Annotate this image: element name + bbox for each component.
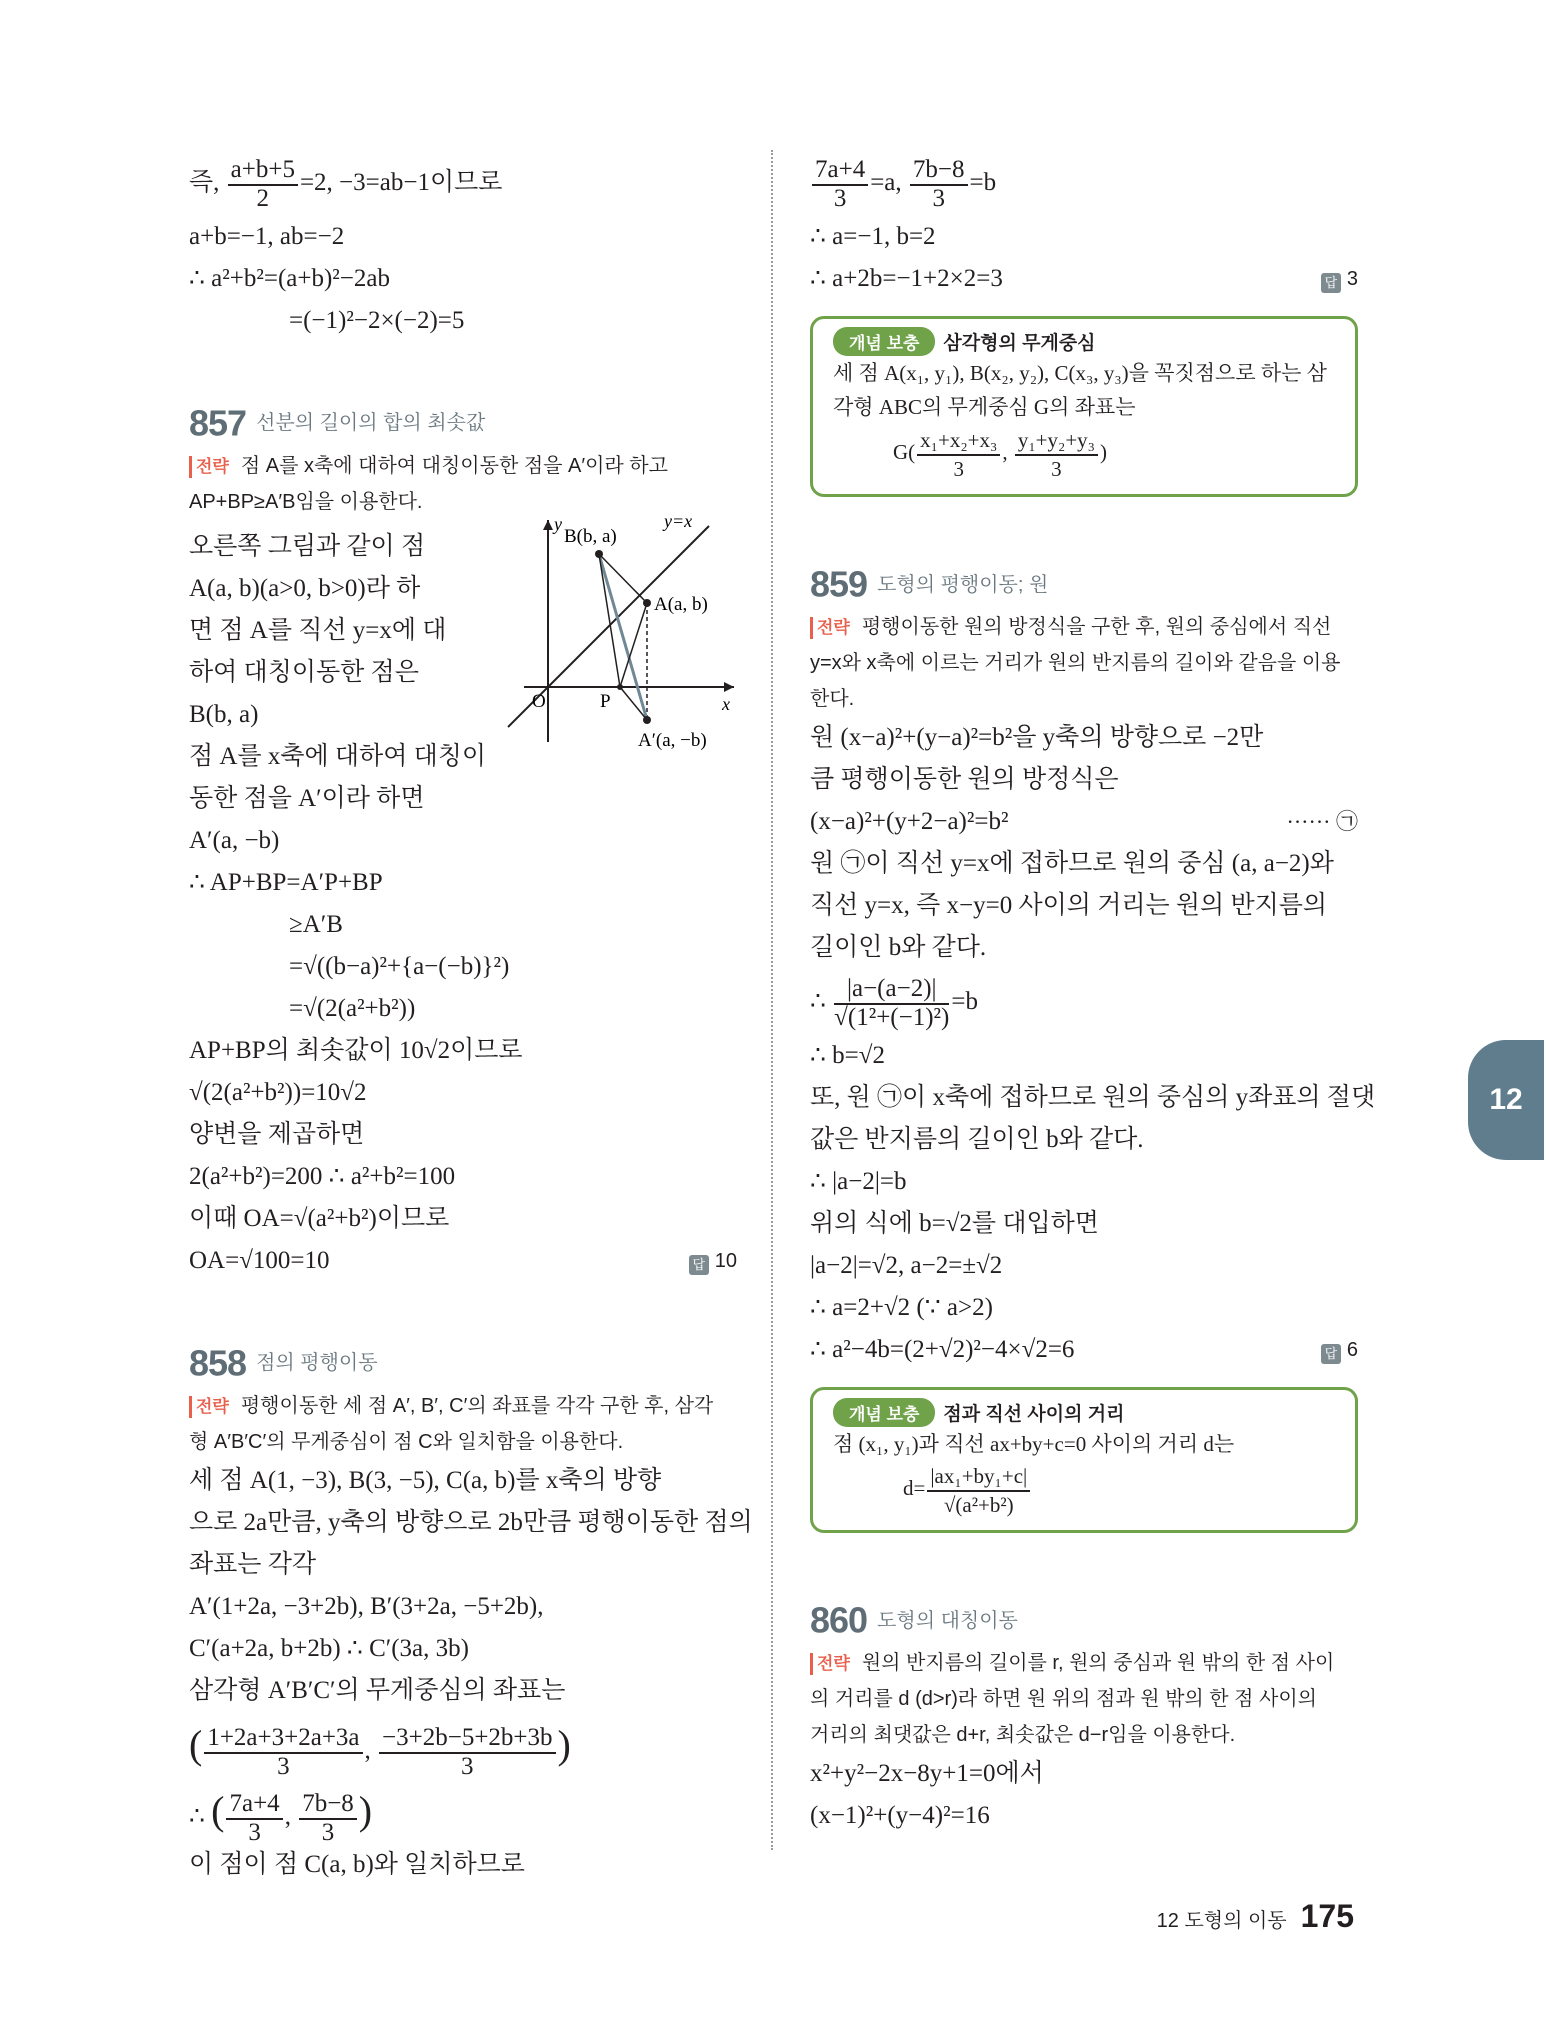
text-line: OA=√100=10 답 10 <box>189 1240 737 1282</box>
text-line: 원 ㉠이 직선 y=x에 접하므로 원의 중심 (a, a−2)와 <box>810 850 1334 878</box>
x-label: x <box>722 694 730 714</box>
reflection-figure <box>504 512 744 752</box>
text-line: =√(2(a²+b²)) <box>289 995 416 1022</box>
point-P <box>617 684 623 690</box>
text-line: 삼각형 A′B′C′의 무게중심의 좌표는 <box>189 1677 566 1704</box>
text-line: A′(1+2a, −3+2b), B′(3+2a, −5+2b), <box>189 1593 544 1620</box>
page-number: 175 <box>1300 1898 1354 1934</box>
concept-label: 개념 보충 <box>833 327 935 356</box>
strategy-line: 형 A′B′C′의 무게중심이 점 C와 일치함을 이용한다. <box>189 1431 624 1453</box>
problem-title: 도형의 평행이동; 원 <box>877 573 1049 596</box>
y-label: y <box>554 514 562 534</box>
concept-title: 점과 직선 사이의 거리 <box>943 1404 1125 1426</box>
text-line: √(2(a²+b²))=10√2 <box>189 1079 367 1106</box>
strategy-tag: 전략 <box>189 1396 235 1418</box>
problem-number: 858 <box>189 1342 247 1384</box>
text-line: =√((b−a)²+{a−(−b)}²) <box>289 953 510 980</box>
problem-858-header <box>189 1338 737 1388</box>
column-divider <box>771 150 773 1850</box>
answer-icon: 답 <box>689 1255 709 1275</box>
intro-fraction: $\frac{a+b+5}{2}$ <box>228 156 298 212</box>
strategy-line: 전략 원의 반지름의 길이를 r, 원의 중심과 원 밖의 한 점 사이 <box>810 1645 1358 1681</box>
text-line: ∴ a²−4b=(2+√2)²−4×√2=6 답 6 <box>810 1329 1358 1371</box>
text-line: ∴ a=2+√2 (∵ a>2) <box>810 1294 993 1322</box>
answer-badge: 답 3 <box>1321 258 1358 300</box>
label-A-prime: A′(a, −b) <box>638 730 707 751</box>
text-line: ∴ b=√2 <box>810 1042 885 1070</box>
text-line: 면 점 A를 직선 y=x에 대 <box>189 617 447 644</box>
answer-badge: 답 6 <box>1321 1329 1358 1371</box>
point-A <box>643 599 651 607</box>
problem-857-header <box>189 398 737 448</box>
footer-chapter-title: 12 도형의 이동 <box>1156 1910 1287 1932</box>
text-line: ∴ a=−1, b=2 <box>810 223 936 250</box>
problem-860-header <box>810 1595 1358 1645</box>
point-A-prime <box>643 716 651 724</box>
label-A: A(a, b) <box>654 594 708 615</box>
text-line: A′(a, −b) <box>189 827 280 854</box>
strategy-tag: 전략 <box>810 1653 856 1675</box>
strategy-tag: 전략 <box>189 456 235 478</box>
intro-line-3: ∴ a²+b²=(a+b)²−2ab <box>189 265 390 292</box>
page-footer <box>1157 1898 1354 1935</box>
centroid-simplified: ∴ ( $\frac{7a+4}{3}$ , $\frac{7b-8}{3}$ ) <box>189 1788 373 1847</box>
text-line: 값은 반지름의 길이인 b와 같다. <box>810 1126 1144 1154</box>
text-line: 으로 2a만큼, y축의 방향으로 2b만큼 평행이동한 점의 <box>189 1509 753 1536</box>
text-line: 동한 점을 A′이라 하면 <box>189 785 425 812</box>
text-line: ∴ |a−2|=b <box>810 1168 907 1196</box>
text-line: 2(a²+b²)=200 ∴ a²+b²=100 <box>189 1163 456 1190</box>
line-label: y=x <box>664 512 693 531</box>
problem-number: 860 <box>810 1599 868 1641</box>
text-line: 위의 식에 b=√2를 대입하면 <box>810 1210 1099 1238</box>
text-line: 하여 대칭이동한 점은 <box>189 659 419 686</box>
text-line: A(a, b)(a>0, b>0)라 하 <box>189 575 421 602</box>
strategy-line: 한다. <box>810 688 855 711</box>
strategy-line: 거리의 최댓값은 d+r, 최솟값은 d−r임을 이용한다. <box>810 1724 1236 1747</box>
intro-line-1: 즉, $\frac{a+b+5}{2}$ =2, −3=ab−1이므로 <box>189 156 503 213</box>
strategy-line: 의 거리를 d (d>r)라 하면 원 위의 점과 원 밖의 한 점 사이의 <box>810 1688 1317 1711</box>
text-line: 좌표는 각각 <box>189 1551 317 1578</box>
right-column <box>810 150 1376 1837</box>
distance-equation: ∴ $\frac{|a-(a-2)|}{\text{√(1²+(−1)²)}}$ =b <box>810 975 978 1032</box>
y-axis-arrow <box>543 520 553 530</box>
label-P: P <box>600 691 611 712</box>
centroid-formula: G( $\frac{\text{x₁+x₂+x₃}}{3}$ , $\frac{\text{y₁+y₂+y₃}}{3}$ ) <box>893 428 1107 482</box>
equation-line: $\frac{7a+4}{3}$ =a, $\frac{7b-8}{3}$ =b <box>810 150 1358 216</box>
text-line: (x−1)²+(y−4)²=16 <box>810 1802 990 1830</box>
text-line: x²+y²−2x−8y+1=0에서 <box>810 1760 1044 1788</box>
text-line: 점 A를 x축에 대하여 대칭이 <box>189 743 487 770</box>
text-line: 이때 OA=√(a²+b²)이므로 <box>189 1205 450 1232</box>
strategy-line: AP+BP≥A′B임을 이용한다. <box>189 491 423 513</box>
text-line: |a−2|=√2, a−2=±√2 <box>810 1252 1003 1280</box>
text-line: ≥A′B <box>289 911 343 938</box>
text-line: ∴ a+2b=−1+2×2=3 답 3 <box>810 258 1358 300</box>
answer-badge: 답 10 <box>689 1240 737 1282</box>
text-line: 오른쪽 그림과 같이 점 <box>189 533 426 560</box>
text-line: (x−a)²+(y+2−a)²=b² ······ ㉠ <box>810 808 1358 836</box>
strategy-line: 전략 평행이동한 원의 방정식을 구한 후, 원의 중심에서 직선 <box>810 609 1358 645</box>
problem-number: 859 <box>810 563 868 605</box>
centroid-expression: ( $\frac{1+2a+3+2a+3a}{3}$ , $\frac{-3+2b-5+2b+3b}{3}$ ) <box>189 1722 571 1781</box>
text-line: AP+BP의 최솟값이 10√2이므로 <box>189 1037 523 1064</box>
problem-title: 점의 평행이동 <box>256 1352 378 1375</box>
label-B: B(b, a) <box>564 526 617 547</box>
distance-formula: d= $\frac{\text{|ax₁+by₁+c|}}{\text{√(a²+b²)}}$ <box>833 1461 1335 1518</box>
label-O: O <box>532 691 546 712</box>
problem-title: 도형의 대칭이동 <box>877 1609 1018 1632</box>
concept-box-centroid: 개념 보충 삼각형의 무게중심 세 점 A(x₁, y₁), B(x₂, y₂), C(x₃, y₃)을 꼭짓점으로 하는 삼 각형 ABC의 무게중심 G의 좌표는 G( $\frac{\text{x₁+x₂+x₃}}{3}$ , $\frac{\text{y₁+y₂+y₃}}{3}$ ) <box>810 316 1358 497</box>
text-line: ∴ AP+BP=A′P+BP <box>189 869 383 896</box>
chapter-tab: 12 <box>1468 1040 1544 1160</box>
strategy-line: y=x와 x축에 이르는 거리가 원의 반지름의 길이와 같음을 이용 <box>810 652 1341 675</box>
problem-number: 857 <box>189 402 247 444</box>
text-line: 큼 평행이동한 원의 방정식은 <box>810 766 1119 794</box>
problem-title: 선분의 길이의 합의 최솟값 <box>256 412 486 435</box>
strategy-tag: 전략 <box>810 617 856 639</box>
concept-box-distance: 개념 보충 점과 직선 사이의 거리 점 (x₁, y₁)과 직선 ax+by+c=0 사이의 거리 d는 d= $\frac{\text{|ax₁+by₁+c|}}{\text{√(a²+b²)}}$ <box>810 1387 1358 1533</box>
concept-title: 삼각형의 무게중심 <box>943 333 1096 354</box>
answer-icon: 답 <box>1321 1344 1341 1364</box>
text-line: 길이인 b와 같다. <box>810 934 987 962</box>
answer-icon: 답 <box>1321 273 1341 293</box>
x-axis-arrow <box>724 682 734 692</box>
text-line: 세 점 A(1, −3), B(3, −5), C(a, b)를 x축의 방향 <box>189 1467 662 1494</box>
point-B <box>595 550 603 558</box>
strategy-line: 전략 점 A를 x축에 대하여 대칭이동한 점을 A′이라 하고 <box>189 448 737 484</box>
problem-859-header <box>810 559 1358 609</box>
text-line: 양변을 제곱하면 <box>189 1121 365 1148</box>
text-line: 이 점이 점 C(a, b)와 일치하므로 <box>189 1851 525 1878</box>
intro-line-4: =(−1)²−2×(−2)=5 <box>289 307 465 334</box>
text-line: 원 (x−a)²+(y−a)²=b²을 y축의 방향으로 −2만 <box>810 724 1264 752</box>
text-line: 직선 y=x, 즉 x−y=0 사이의 거리는 원의 반지름의 <box>810 892 1328 920</box>
intro-line-2: a+b=−1, ab=−2 <box>189 223 345 250</box>
text-line: B(b, a) <box>189 701 259 728</box>
concept-label: 개념 보충 <box>833 1398 935 1427</box>
left-column <box>189 150 753 1886</box>
strategy-line: 전략 평행이동한 세 점 A′, B′, C′의 좌표를 각각 구한 후, 삼각 <box>189 1388 737 1424</box>
text-line: 또, 원 ㉠이 x축에 접하므로 원의 중심의 y좌표의 절댓 <box>810 1084 1376 1112</box>
text-line: C′(a+2a, b+2b) ∴ C′(3a, 3b) <box>189 1635 469 1662</box>
